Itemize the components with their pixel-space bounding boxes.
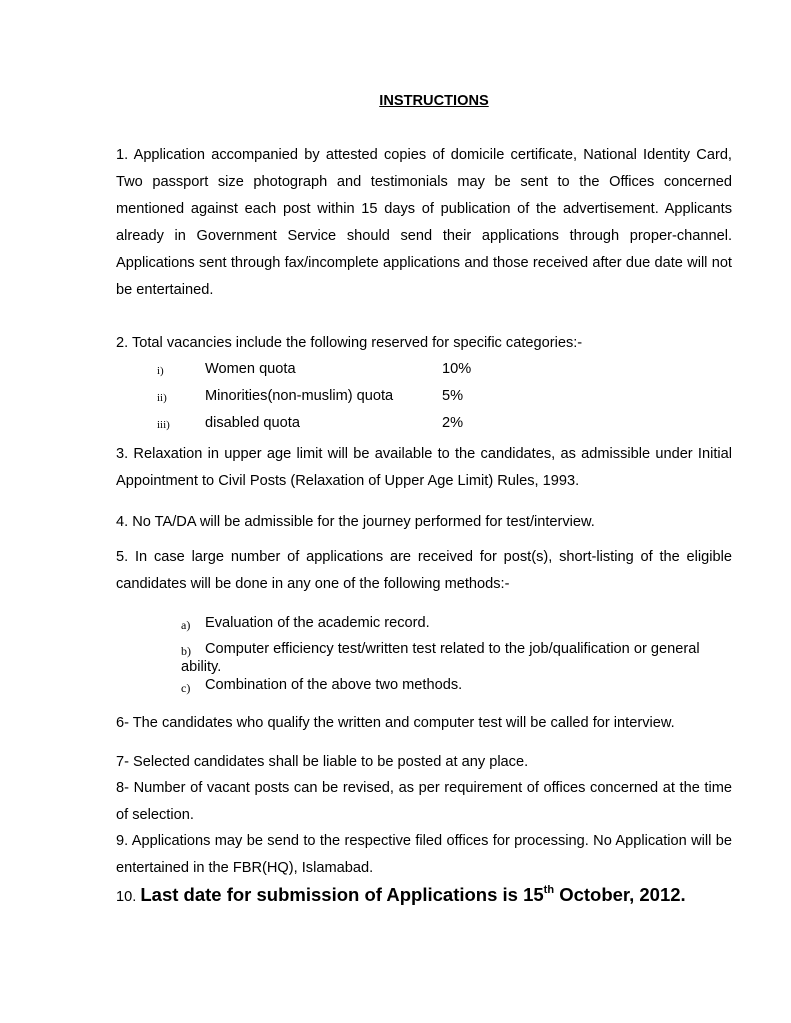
instruction-10 xyxy=(116,884,686,906)
instruction-6: 6- The candidates who qualify the written and computer test will be called for interview. xyxy=(116,715,675,731)
quota-label: Minorities(non-muslim) quota xyxy=(205,388,394,404)
instruction-8: 8- Number of vacant posts can be revised, as per requirement of offices concerned at the time of selection. xyxy=(116,780,732,823)
quota-number: ii) xyxy=(157,392,167,404)
method-letter: b) xyxy=(181,644,191,658)
method-letter: a) xyxy=(181,618,191,632)
method-text: Computer efficiency test/written test related to the job/qualification or general xyxy=(205,641,700,657)
instruction-10-number: 10. xyxy=(116,889,137,905)
instruction-9: 9. Applications may be send to the respective filed offices for processing. No Application will be entertained in the FBR(HQ), Islamabad. xyxy=(116,833,732,876)
quota-label: Women quota xyxy=(205,361,296,377)
instruction-2-intro: 2. Total vacancies include the following reserved for specific categories:- xyxy=(116,335,583,351)
method-text: Evaluation of the academic record. xyxy=(205,615,430,631)
page-title: INSTRUCTIONS xyxy=(379,93,489,109)
instruction-3: 3. Relaxation in upper age limit will be available to the candidates, as admissible under Initial Appointment to Civil Posts (Relaxation of Upper Age Limit) Rules, 1993. xyxy=(116,446,732,489)
instruction-7: 7- Selected candidates shall be liable to be posted at any place. xyxy=(116,754,529,770)
instruction-4: 4. No TA/DA will be admissible for the journey performed for test/interview. xyxy=(116,514,595,530)
instruction-5: 5. In case large number of applications are received for post(s), short-listing of the eligible candidates will be done in any one of the following methods:- xyxy=(116,549,732,592)
deadline-text: Last date for submission of Applications is 15 xyxy=(140,884,544,905)
deadline-ordinal: th xyxy=(543,884,555,896)
quota-value: 2% xyxy=(442,415,464,431)
quota-number: i) xyxy=(157,365,164,377)
quota-value: 10% xyxy=(442,361,472,377)
deadline-date: October, 2012. xyxy=(554,884,686,905)
instruction-1: 1. Application accompanied by attested copies of domicile certificate, National Identity Card, Two passport size photograph and testimonials may be sent to the Offices concerned mentioned against each post within 15 days of publication of the advertisement. Applicants already in Government Service should send their applications through proper-channel. Applications sent through fax/incomplete applications and those received after due date will not be entertained. xyxy=(116,147,732,298)
quota-label: disabled quota xyxy=(205,415,300,431)
method-text: Combination of the above two methods. xyxy=(205,677,463,693)
quota-number: iii) xyxy=(157,419,170,431)
quota-value: 5% xyxy=(442,388,464,404)
method-letter: c) xyxy=(181,681,191,695)
method-text-continued: ability. xyxy=(181,659,222,675)
